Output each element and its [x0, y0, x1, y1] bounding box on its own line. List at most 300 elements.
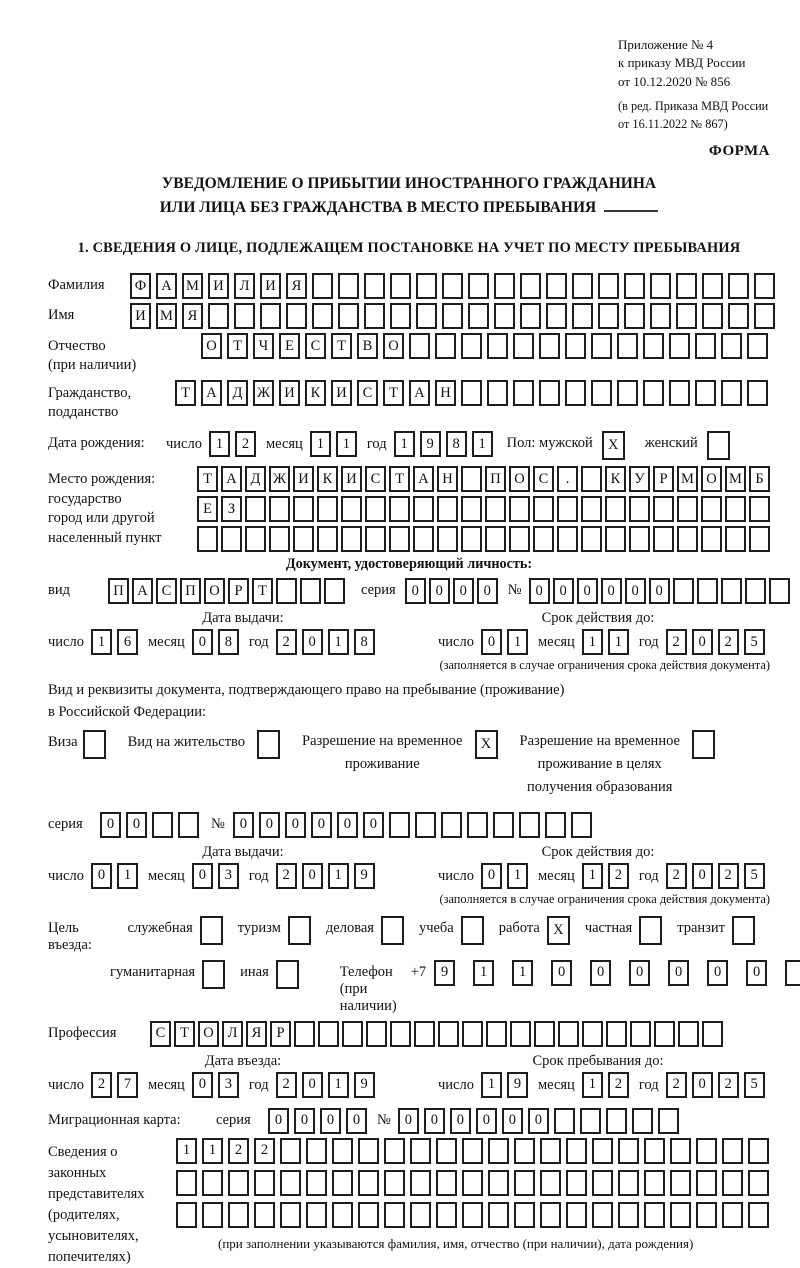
char-cell[interactable]: 3 [218, 1072, 239, 1098]
char-cell[interactable] [519, 812, 540, 838]
char-cell[interactable]: 2 [666, 1072, 687, 1098]
char-cell[interactable] [312, 273, 333, 299]
char-cell[interactable] [592, 1202, 613, 1228]
char-cell[interactable]: 0 [346, 1108, 367, 1134]
char-cell[interactable] [269, 496, 290, 522]
char-cell[interactable]: А [221, 466, 242, 492]
char-cell[interactable]: 9 [507, 1072, 528, 1098]
char-cell[interactable]: 0 [649, 578, 670, 604]
purpose-study-checkbox[interactable] [461, 916, 484, 945]
char-cell[interactable]: 2 [91, 1072, 112, 1098]
char-cell[interactable]: 0 [629, 960, 650, 986]
char-cell[interactable]: 0 [692, 629, 713, 655]
char-cell[interactable]: 0 [302, 863, 323, 889]
char-cell[interactable] [293, 496, 314, 522]
char-cell[interactable] [494, 273, 515, 299]
char-cell[interactable]: Р [228, 578, 249, 604]
char-cell[interactable] [317, 526, 338, 552]
char-cell[interactable] [533, 526, 554, 552]
char-cell[interactable] [513, 380, 534, 406]
char-cell[interactable]: 1 [608, 629, 629, 655]
char-cell[interactable] [624, 303, 645, 329]
char-cell[interactable]: 0 [590, 960, 611, 986]
char-cell[interactable]: 0 [453, 578, 474, 604]
char-cell[interactable]: 2 [276, 863, 297, 889]
char-cell[interactable] [332, 1202, 353, 1228]
char-cell[interactable] [617, 380, 638, 406]
char-cell[interactable] [332, 1170, 353, 1196]
char-cell[interactable]: 0 [192, 863, 213, 889]
char-cell[interactable] [644, 1202, 665, 1228]
char-cell[interactable]: 0 [692, 863, 713, 889]
char-cell[interactable]: 0 [363, 812, 384, 838]
char-cell[interactable] [565, 333, 586, 359]
char-cell[interactable] [670, 1202, 691, 1228]
char-cell[interactable]: 0 [294, 1108, 315, 1134]
char-cell[interactable]: 1 [91, 629, 112, 655]
char-cell[interactable]: И [130, 303, 151, 329]
char-cell[interactable] [669, 380, 690, 406]
char-cell[interactable]: С [357, 380, 378, 406]
char-cell[interactable]: 1 [507, 629, 528, 655]
char-cell[interactable]: 0 [424, 1108, 445, 1134]
char-cell[interactable] [494, 303, 515, 329]
purpose-tourism-checkbox[interactable] [288, 916, 311, 945]
char-cell[interactable] [510, 1021, 531, 1047]
residence-permit-checkbox[interactable] [257, 730, 280, 759]
char-cell[interactable]: 0 [233, 812, 254, 838]
char-cell[interactable] [260, 303, 281, 329]
char-cell[interactable]: 0 [668, 960, 689, 986]
char-cell[interactable] [581, 466, 602, 492]
char-cell[interactable] [629, 496, 650, 522]
char-cell[interactable] [487, 333, 508, 359]
char-cell[interactable]: У [629, 466, 650, 492]
char-cell[interactable]: 1 [582, 629, 603, 655]
char-cell[interactable] [461, 380, 482, 406]
char-cell[interactable]: 0 [285, 812, 306, 838]
char-cell[interactable] [624, 273, 645, 299]
char-cell[interactable] [546, 273, 567, 299]
char-cell[interactable] [654, 1021, 675, 1047]
char-cell[interactable] [269, 526, 290, 552]
char-cell[interactable] [557, 496, 578, 522]
char-cell[interactable]: 1 [202, 1138, 223, 1164]
char-cell[interactable] [650, 273, 671, 299]
char-cell[interactable]: О [701, 466, 722, 492]
char-cell[interactable] [677, 496, 698, 522]
char-cell[interactable] [670, 1170, 691, 1196]
char-cell[interactable] [572, 273, 593, 299]
char-cell[interactable] [409, 333, 430, 359]
char-cell[interactable]: А [409, 380, 430, 406]
char-cell[interactable] [461, 496, 482, 522]
char-cell[interactable] [606, 1108, 627, 1134]
char-cell[interactable]: 0 [302, 1072, 323, 1098]
char-cell[interactable]: 9 [434, 960, 455, 986]
char-cell[interactable] [468, 273, 489, 299]
char-cell[interactable] [414, 1021, 435, 1047]
char-cell[interactable] [725, 526, 746, 552]
char-cell[interactable] [365, 496, 386, 522]
char-cell[interactable]: 6 [117, 629, 138, 655]
char-cell[interactable]: С [305, 333, 326, 359]
char-cell[interactable] [389, 496, 410, 522]
char-cell[interactable] [208, 303, 229, 329]
char-cell[interactable] [384, 1170, 405, 1196]
char-cell[interactable]: 9 [354, 863, 375, 889]
char-cell[interactable]: 1 [336, 431, 357, 457]
char-cell[interactable]: И [260, 273, 281, 299]
char-cell[interactable]: 1 [328, 1072, 349, 1098]
char-cell[interactable] [534, 1021, 555, 1047]
char-cell[interactable] [413, 496, 434, 522]
char-cell[interactable]: 0 [477, 578, 498, 604]
temporary-residence-checkbox[interactable]: X [475, 730, 498, 759]
char-cell[interactable] [728, 303, 749, 329]
char-cell[interactable]: 0 [481, 863, 502, 889]
char-cell[interactable] [669, 333, 690, 359]
char-cell[interactable] [677, 526, 698, 552]
char-cell[interactable] [294, 1021, 315, 1047]
char-cell[interactable]: 9 [354, 1072, 375, 1098]
char-cell[interactable]: К [605, 466, 626, 492]
char-cell[interactable]: 0 [320, 1108, 341, 1134]
char-cell[interactable] [605, 526, 626, 552]
char-cell[interactable] [722, 1138, 743, 1164]
char-cell[interactable] [728, 273, 749, 299]
char-cell[interactable]: 0 [100, 812, 121, 838]
char-cell[interactable] [748, 1170, 769, 1196]
char-cell[interactable] [670, 1138, 691, 1164]
char-cell[interactable]: Ф [130, 273, 151, 299]
purpose-business-checkbox[interactable] [381, 916, 404, 945]
char-cell[interactable] [546, 303, 567, 329]
char-cell[interactable]: 2 [718, 629, 739, 655]
char-cell[interactable]: 5 [744, 863, 765, 889]
char-cell[interactable]: 1 [328, 629, 349, 655]
char-cell[interactable]: 9 [420, 431, 441, 457]
char-cell[interactable]: С [150, 1021, 171, 1047]
char-cell[interactable]: 0 [707, 960, 728, 986]
char-cell[interactable] [653, 526, 674, 552]
char-cell[interactable]: Л [234, 273, 255, 299]
char-cell[interactable] [702, 303, 723, 329]
char-cell[interactable]: Т [227, 333, 248, 359]
char-cell[interactable]: 1 [512, 960, 533, 986]
char-cell[interactable]: М [156, 303, 177, 329]
char-cell[interactable]: 0 [692, 1072, 713, 1098]
char-cell[interactable]: 0 [192, 629, 213, 655]
char-cell[interactable] [748, 1138, 769, 1164]
char-cell[interactable] [486, 1021, 507, 1047]
char-cell[interactable] [721, 380, 742, 406]
char-cell[interactable] [540, 1170, 561, 1196]
char-cell[interactable]: 0 [528, 1108, 549, 1134]
char-cell[interactable] [416, 273, 437, 299]
char-cell[interactable]: 0 [259, 812, 280, 838]
char-cell[interactable] [384, 1202, 405, 1228]
char-cell[interactable] [462, 1021, 483, 1047]
char-cell[interactable] [413, 526, 434, 552]
char-cell[interactable]: К [317, 466, 338, 492]
char-cell[interactable] [342, 1021, 363, 1047]
char-cell[interactable] [539, 380, 560, 406]
char-cell[interactable] [520, 273, 541, 299]
char-cell[interactable] [202, 1170, 223, 1196]
char-cell[interactable] [364, 273, 385, 299]
char-cell[interactable] [557, 526, 578, 552]
char-cell[interactable] [286, 303, 307, 329]
char-cell[interactable] [697, 578, 718, 604]
char-cell[interactable] [441, 812, 462, 838]
char-cell[interactable] [650, 303, 671, 329]
char-cell[interactable] [221, 526, 242, 552]
char-cell[interactable] [280, 1138, 301, 1164]
char-cell[interactable] [435, 333, 456, 359]
char-cell[interactable] [176, 1202, 197, 1228]
char-cell[interactable]: Н [437, 466, 458, 492]
purpose-work-checkbox[interactable]: X [547, 916, 570, 945]
char-cell[interactable]: Т [174, 1021, 195, 1047]
char-cell[interactable]: 8 [354, 629, 375, 655]
char-cell[interactable]: 2 [608, 1072, 629, 1098]
char-cell[interactable]: П [108, 578, 129, 604]
char-cell[interactable] [176, 1170, 197, 1196]
char-cell[interactable] [749, 526, 770, 552]
char-cell[interactable]: В [357, 333, 378, 359]
char-cell[interactable] [338, 303, 359, 329]
char-cell[interactable] [676, 273, 697, 299]
char-cell[interactable]: 5 [744, 1072, 765, 1098]
char-cell[interactable] [618, 1170, 639, 1196]
char-cell[interactable] [592, 1170, 613, 1196]
char-cell[interactable]: Ч [253, 333, 274, 359]
char-cell[interactable]: Л [222, 1021, 243, 1047]
char-cell[interactable]: 0 [192, 1072, 213, 1098]
char-cell[interactable] [514, 1138, 535, 1164]
char-cell[interactable] [725, 496, 746, 522]
char-cell[interactable] [630, 1021, 651, 1047]
purpose-other-checkbox[interactable] [276, 960, 299, 989]
char-cell[interactable] [488, 1138, 509, 1164]
char-cell[interactable] [487, 380, 508, 406]
char-cell[interactable]: 1 [117, 863, 138, 889]
char-cell[interactable] [234, 303, 255, 329]
char-cell[interactable]: А [156, 273, 177, 299]
char-cell[interactable] [571, 812, 592, 838]
char-cell[interactable] [701, 496, 722, 522]
char-cell[interactable] [745, 578, 766, 604]
char-cell[interactable]: 2 [666, 863, 687, 889]
char-cell[interactable] [300, 578, 321, 604]
char-cell[interactable]: И [208, 273, 229, 299]
char-cell[interactable] [696, 1170, 717, 1196]
char-cell[interactable] [410, 1170, 431, 1196]
char-cell[interactable]: 5 [744, 629, 765, 655]
sex-female-checkbox[interactable] [707, 431, 730, 460]
char-cell[interactable] [436, 1170, 457, 1196]
sex-male-checkbox[interactable]: X [602, 431, 625, 460]
char-cell[interactable]: 0 [126, 812, 147, 838]
char-cell[interactable] [416, 303, 437, 329]
char-cell[interactable] [389, 526, 410, 552]
char-cell[interactable] [533, 496, 554, 522]
char-cell[interactable] [485, 526, 506, 552]
char-cell[interactable]: Т [389, 466, 410, 492]
char-cell[interactable]: И [331, 380, 352, 406]
char-cell[interactable] [317, 496, 338, 522]
char-cell[interactable] [598, 303, 619, 329]
char-cell[interactable] [673, 578, 694, 604]
char-cell[interactable]: 1 [310, 431, 331, 457]
temporary-residence-education-checkbox[interactable] [692, 730, 715, 759]
char-cell[interactable] [438, 1021, 459, 1047]
char-cell[interactable]: 0 [481, 629, 502, 655]
char-cell[interactable] [202, 1202, 223, 1228]
char-cell[interactable] [722, 1202, 743, 1228]
char-cell[interactable]: Т [197, 466, 218, 492]
char-cell[interactable]: Я [286, 273, 307, 299]
char-cell[interactable]: Т [175, 380, 196, 406]
char-cell[interactable]: 8 [218, 629, 239, 655]
char-cell[interactable]: 0 [553, 578, 574, 604]
char-cell[interactable]: 1 [176, 1138, 197, 1164]
char-cell[interactable] [358, 1202, 379, 1228]
char-cell[interactable] [513, 333, 534, 359]
char-cell[interactable]: И [293, 466, 314, 492]
char-cell[interactable] [632, 1108, 653, 1134]
char-cell[interactable]: Д [245, 466, 266, 492]
char-cell[interactable] [566, 1138, 587, 1164]
char-cell[interactable]: 0 [601, 578, 622, 604]
char-cell[interactable] [364, 303, 385, 329]
char-cell[interactable] [605, 496, 626, 522]
char-cell[interactable]: Е [279, 333, 300, 359]
char-cell[interactable] [580, 1108, 601, 1134]
char-cell[interactable]: 1 [582, 1072, 603, 1098]
char-cell[interactable] [658, 1108, 679, 1134]
char-cell[interactable] [702, 273, 723, 299]
char-cell[interactable]: 7 [117, 1072, 138, 1098]
char-cell[interactable] [520, 303, 541, 329]
char-cell[interactable] [324, 578, 345, 604]
char-cell[interactable] [358, 1138, 379, 1164]
char-cell[interactable]: Ж [269, 466, 290, 492]
char-cell[interactable] [493, 812, 514, 838]
char-cell[interactable] [591, 380, 612, 406]
char-cell[interactable] [644, 1170, 665, 1196]
char-cell[interactable] [582, 1021, 603, 1047]
char-cell[interactable] [754, 303, 775, 329]
char-cell[interactable]: П [180, 578, 201, 604]
char-cell[interactable]: М [725, 466, 746, 492]
char-cell[interactable] [485, 496, 506, 522]
char-cell[interactable]: 2 [608, 863, 629, 889]
char-cell[interactable]: А [201, 380, 222, 406]
char-cell[interactable]: К [305, 380, 326, 406]
char-cell[interactable]: А [132, 578, 153, 604]
char-cell[interactable] [545, 812, 566, 838]
char-cell[interactable] [306, 1202, 327, 1228]
char-cell[interactable] [643, 380, 664, 406]
char-cell[interactable]: О [204, 578, 225, 604]
char-cell[interactable] [306, 1170, 327, 1196]
char-cell[interactable]: 0 [746, 960, 767, 986]
char-cell[interactable] [358, 1170, 379, 1196]
char-cell[interactable] [152, 812, 173, 838]
char-cell[interactable] [390, 273, 411, 299]
char-cell[interactable] [468, 303, 489, 329]
char-cell[interactable]: Б [749, 466, 770, 492]
char-cell[interactable]: 2 [228, 1138, 249, 1164]
char-cell[interactable] [390, 1021, 411, 1047]
char-cell[interactable] [461, 466, 482, 492]
char-cell[interactable]: О [198, 1021, 219, 1047]
char-cell[interactable]: С [533, 466, 554, 492]
char-cell[interactable] [332, 1138, 353, 1164]
char-cell[interactable] [312, 303, 333, 329]
char-cell[interactable] [606, 1021, 627, 1047]
char-cell[interactable] [415, 812, 436, 838]
char-cell[interactable]: 1 [328, 863, 349, 889]
char-cell[interactable] [390, 303, 411, 329]
char-cell[interactable] [644, 1138, 665, 1164]
char-cell[interactable]: Т [331, 333, 352, 359]
char-cell[interactable]: 0 [450, 1108, 471, 1134]
char-cell[interactable] [509, 496, 530, 522]
char-cell[interactable] [540, 1202, 561, 1228]
char-cell[interactable] [276, 578, 297, 604]
char-cell[interactable]: 2 [276, 1072, 297, 1098]
char-cell[interactable]: 2 [276, 629, 297, 655]
char-cell[interactable] [442, 303, 463, 329]
char-cell[interactable] [197, 526, 218, 552]
char-cell[interactable]: Т [383, 380, 404, 406]
purpose-transit-checkbox[interactable] [732, 916, 755, 945]
char-cell[interactable]: 0 [625, 578, 646, 604]
char-cell[interactable]: 2 [718, 1072, 739, 1098]
char-cell[interactable] [565, 380, 586, 406]
char-cell[interactable] [178, 812, 199, 838]
char-cell[interactable] [488, 1170, 509, 1196]
char-cell[interactable]: 0 [476, 1108, 497, 1134]
char-cell[interactable] [467, 812, 488, 838]
char-cell[interactable]: С [156, 578, 177, 604]
char-cell[interactable]: 0 [311, 812, 332, 838]
char-cell[interactable] [384, 1138, 405, 1164]
char-cell[interactable] [566, 1202, 587, 1228]
char-cell[interactable] [514, 1170, 535, 1196]
char-cell[interactable]: И [341, 466, 362, 492]
char-cell[interactable] [540, 1138, 561, 1164]
char-cell[interactable]: А [413, 466, 434, 492]
char-cell[interactable] [748, 1202, 769, 1228]
char-cell[interactable] [617, 333, 638, 359]
char-cell[interactable]: 0 [551, 960, 572, 986]
char-cell[interactable]: 1 [209, 431, 230, 457]
char-cell[interactable] [341, 496, 362, 522]
char-cell[interactable]: С [365, 466, 386, 492]
char-cell[interactable] [721, 333, 742, 359]
char-cell[interactable] [338, 273, 359, 299]
char-cell[interactable] [558, 1021, 579, 1047]
char-cell[interactable]: Н [435, 380, 456, 406]
char-cell[interactable]: Р [270, 1021, 291, 1047]
char-cell[interactable] [747, 333, 768, 359]
char-cell[interactable] [436, 1138, 457, 1164]
char-cell[interactable] [280, 1170, 301, 1196]
